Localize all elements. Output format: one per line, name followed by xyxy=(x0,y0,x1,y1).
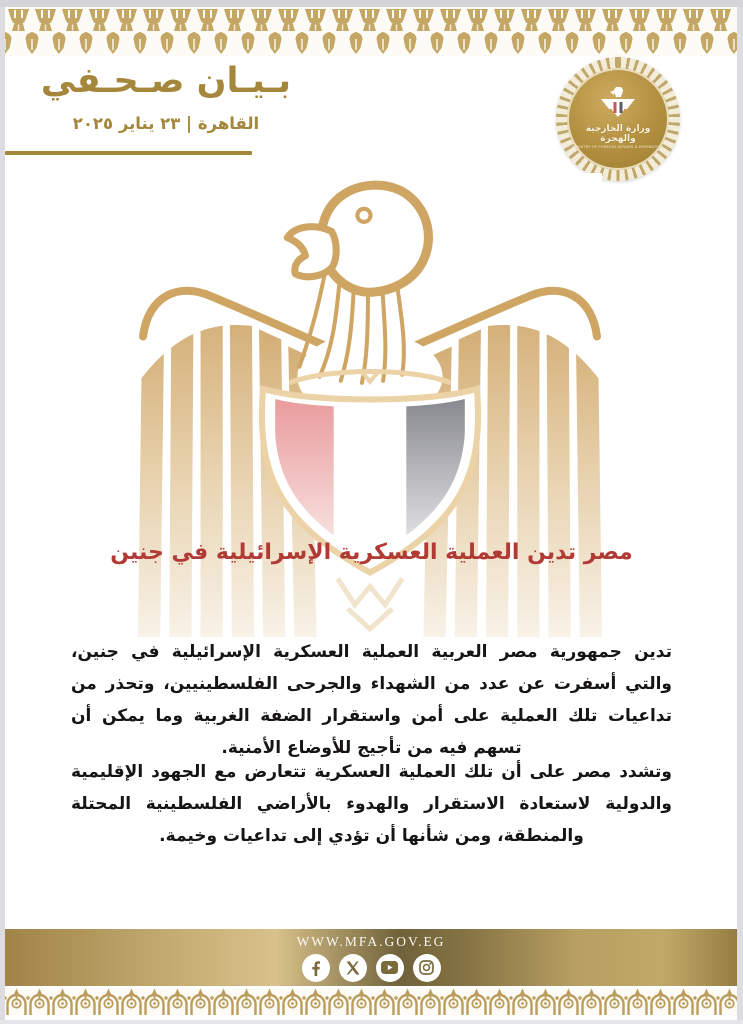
photo-edge-right xyxy=(737,0,743,1024)
instagram-icon[interactable] xyxy=(413,954,441,982)
x-icon[interactable] xyxy=(339,954,367,982)
photo-edge-top xyxy=(0,0,743,7)
youtube-icon[interactable] xyxy=(376,954,404,982)
ministry-seal-disc xyxy=(567,68,669,170)
footer-band xyxy=(5,929,737,986)
press-release-label: بـيـان صـحـفي xyxy=(40,61,292,101)
seal-eagle-icon xyxy=(599,87,637,121)
ornamental-border-bottom xyxy=(5,988,737,1015)
facebook-icon[interactable] xyxy=(302,954,330,982)
dateline: القاهرة | ٢٣ يناير ٢٠٢٥ xyxy=(72,113,260,133)
press-release-header xyxy=(20,62,312,133)
facebook-glyph xyxy=(308,960,324,976)
ministry-seal xyxy=(556,57,680,181)
instagram-glyph xyxy=(419,960,434,975)
egypt-eagle-emblem xyxy=(138,173,602,637)
seal-ministry-name-en: MINISTRY OF FOREIGN AFFAIRS & EMIGRATION xyxy=(572,144,664,149)
gold-rule xyxy=(5,151,252,155)
ornamental-border-top xyxy=(5,7,737,56)
headline: مصر تدين العملية العسكرية الإسرائيلية في جنين xyxy=(110,540,633,565)
social-icons-row xyxy=(302,954,441,982)
body-paragraph-1: تدين جمهورية مصر العربية العملية العسكرية الإسرائيلية في جنين، والتي أسفرت عن عدد من الشهداء والجرحى الفلسطينيين، وتحذر من تداعيات تلك العملية على أمن واستقرار الضفة الغربية وما يمكن أن تسهم فيه من تأجيج للأوضاع الأمنية. xyxy=(71,642,672,758)
x-glyph xyxy=(346,961,360,975)
website-url: WWW.MFA.GOV.EG xyxy=(296,933,446,949)
youtube-glyph xyxy=(381,961,398,974)
photo-edge-bottom xyxy=(0,1020,743,1024)
body-paragraph-2: وتشدد مصر على أن تلك العملية العسكرية تتعارض مع الجهود الإقليمية والدولية لاستعادة الاستقرار والهدوء بالأراضي الفلسطينية المحتلة والمنطقة، ومن شأنها أن تؤدي إلى تداعيات وخيمة. xyxy=(71,762,672,846)
seal-ministry-name-ar: وزارة الخارجية والهجرة xyxy=(585,123,651,144)
photo-edge-left xyxy=(0,0,5,1024)
